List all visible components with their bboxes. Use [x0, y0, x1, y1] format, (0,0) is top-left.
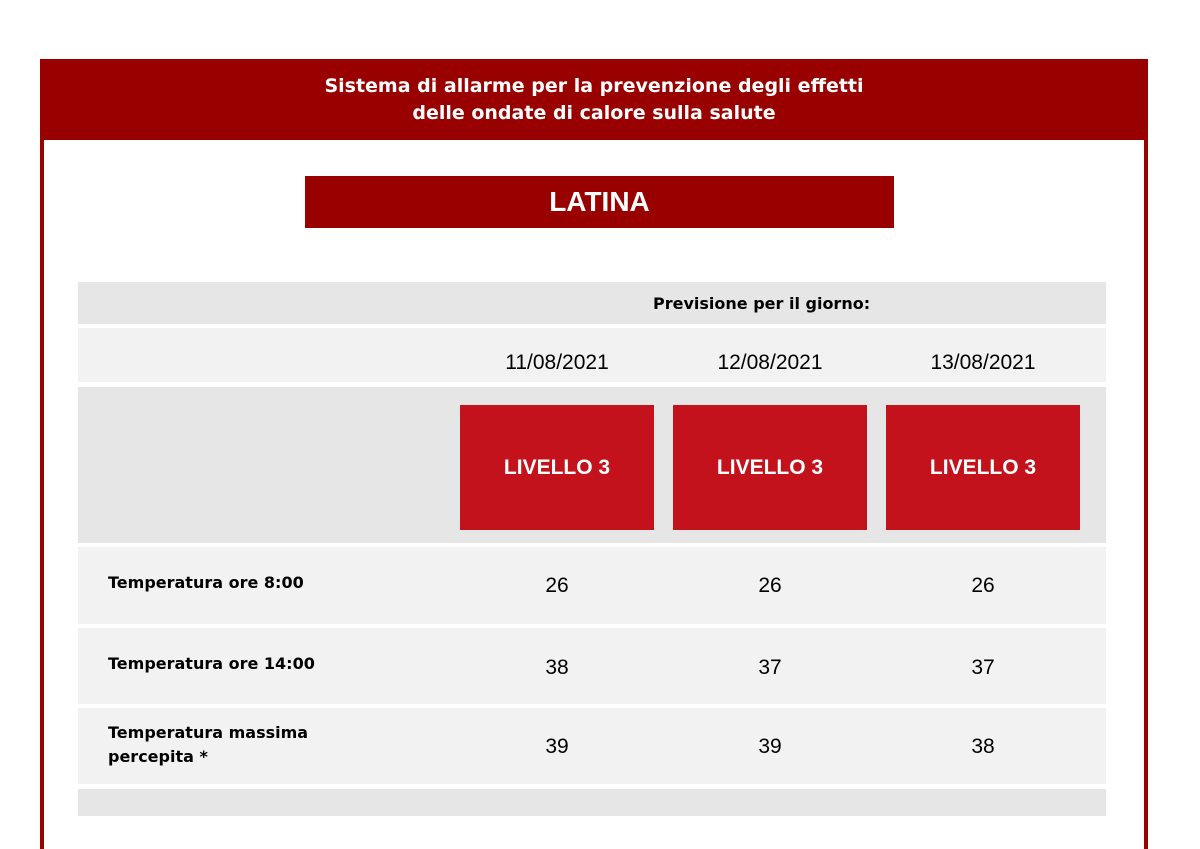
dates-row	[78, 328, 1106, 382]
temp-14-day2: 37	[758, 656, 782, 679]
temp-8-day2: 26	[758, 573, 782, 597]
temp-14-day3: 37	[971, 656, 995, 679]
row-label-temp-8: Temperatura ore 8:00	[108, 573, 304, 592]
forecast-header-row	[78, 282, 1106, 324]
perceived-max-day2: 39	[758, 734, 782, 758]
temperature-14-row	[78, 628, 1106, 704]
perceived-max-row	[78, 708, 1106, 784]
level-badge-day3: LIVELLO 3	[886, 405, 1080, 530]
perceived-max-day3: 38	[971, 734, 995, 758]
levels-row	[78, 387, 1106, 543]
bulletin-header	[40, 59, 1148, 140]
level-badge-day1: LIVELLO 3	[460, 405, 654, 530]
perceived-max-day1: 39	[545, 734, 569, 758]
temp-8-day1: 26	[545, 573, 569, 597]
header-title-line1: Sistema di allarme per la prevenzione degli effetti	[324, 74, 864, 97]
row-label-perceived-max-line1: Temperatura massima	[108, 723, 309, 742]
level-badge-day2: LIVELLO 3	[673, 405, 867, 530]
row-label-temp-14: Temperatura ore 14:00	[108, 654, 315, 673]
date-day3: 13/08/2021	[930, 351, 1036, 374]
header-title-line2: delle ondate di calore sulla salute	[412, 101, 776, 124]
table-footer-row	[78, 789, 1106, 816]
forecast-label: Previsione per il giorno:	[653, 293, 871, 313]
row-label-perceived-max-line2: percepita *	[108, 747, 208, 766]
row-label-perceived-max	[108, 721, 308, 769]
temp-8-day3: 26	[971, 573, 995, 597]
date-day2: 12/08/2021	[717, 351, 823, 374]
temperature-8-row	[78, 547, 1106, 624]
city-name: LATINA	[305, 176, 894, 228]
date-day1: 11/08/2021	[505, 351, 609, 374]
temp-14-day1: 38	[545, 656, 569, 679]
